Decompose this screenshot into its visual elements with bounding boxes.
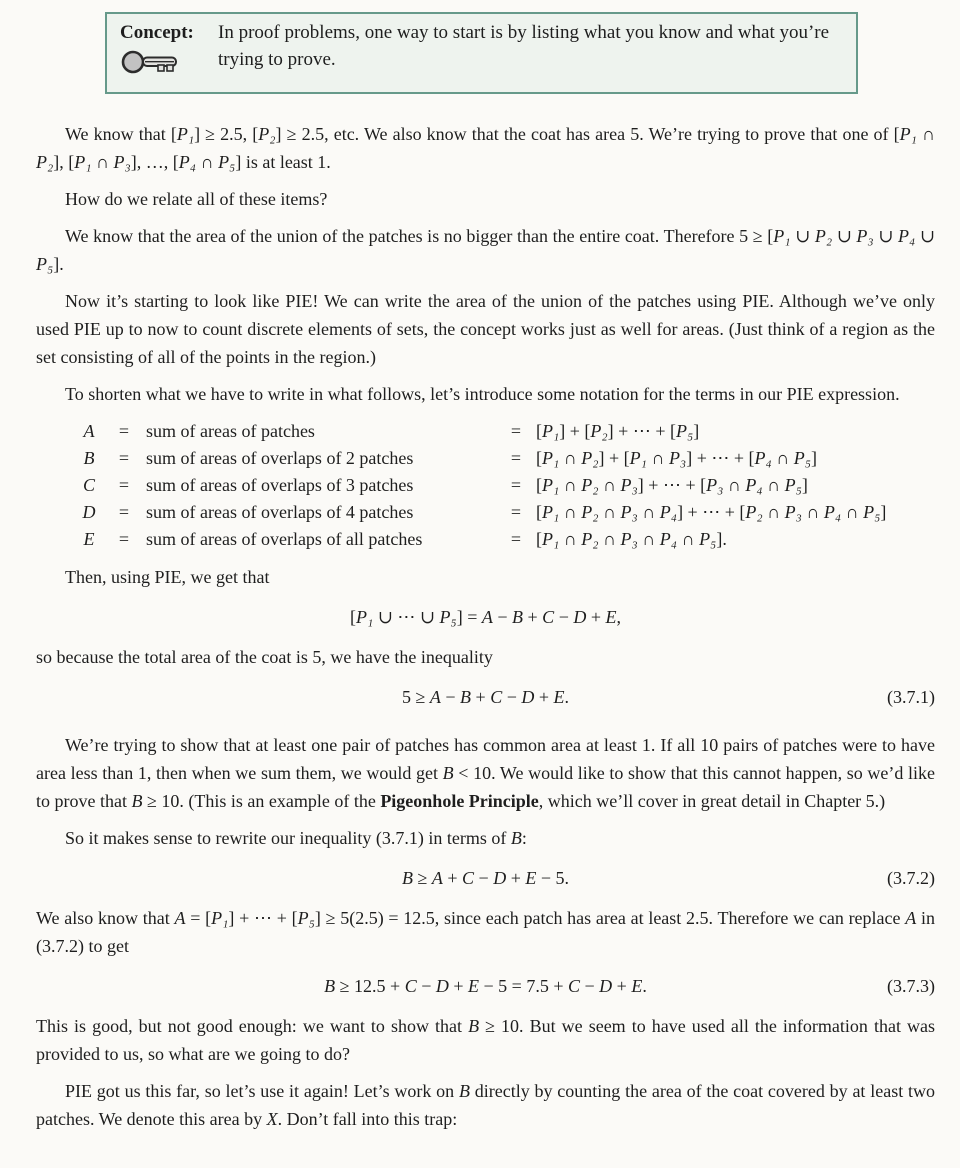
equation-body: B ≥ 12.5 + C − D + E − 5 = 7.5 + C − D + E. [324,976,647,996]
paragraph-looks-like-pie: Now it’s starting to look like PIE! We can write the area of the union of the patches using PIE. Although we’ve only used PIE up to now to count discrete elements of sets, the concept works just as well for areas. (Just think of a region as the set consisting of all of the points in the region.) [36,291,935,367]
definition-letter: C [82,475,95,495]
equation-body: B ≥ A + C − D + E − 5. [401,868,570,888]
equals-sign: = [510,502,522,522]
concept-label: Concept: [120,22,194,43]
paragraph-know-prove: We know that [P₁] ≥ 2.5, [P₂] ≥ 2.5, etc. We also know that the coat has area 5. We’re trying to prove that one of [P₁ ∩ P₂], [P₁ ∩ P₃], …, [P₄ ∩ P₅] is at least 1. [36,124,935,172]
equation-pie-union [36,603,935,631]
equals-sign: = [118,502,130,522]
equation-body: 5 ≥ A − B + C − D + E. [401,687,570,707]
definition-row-D [76,499,935,526]
paragraph-rewrite-inequality: So it makes sense to rewrite our inequality (3.7.1) in terms of B: [65,828,527,848]
paragraph-use-pie-again: PIE got us this far, so let’s use it again! Let’s work on B directly by counting the area of the coat covered by at least two patches. We denote this area by X. Don’t fall into this trap: [36,1081,935,1129]
paragraph-so-because: so because the total area of the coat is 5, we have the inequality [36,647,493,667]
definition-letter: D [82,502,96,522]
concept-box-left-column [120,19,216,85]
definition-description: sum of areas of overlaps of 2 patches [146,448,414,468]
paragraph-replace-A: We also know that A = [P₁] + ⋯ + [P₅] ≥ 5(2.5) = 12.5, since each patch has area at least 2.5. Therefore we can replace A in (3.7.2) to get [36,908,935,956]
equation-number: (3.7.3) [887,976,935,996]
equals-sign: = [510,421,522,441]
equals-sign: = [510,529,522,549]
paragraph-introduce-notation: To shorten what we have to write in what follows, let’s introduce some notation for the terms in our PIE expression. [65,384,900,404]
concept-text: In proof problems, one way to start is by listing what you know and what you’re trying to prove. [218,22,830,70]
paragraph-then-using-pie: Then, using PIE, we get that [65,567,270,587]
definition-expression: [P₁ ∩ P₂ ∩ P₃ ∩ P₄] + ⋯ + [P₂ ∩ P₃ ∩ P₄ ∩ P₅] [536,502,887,522]
equation-body: [P₁ ∪ ⋯ ∪ P₅] = A − B + C − D + E, [350,607,621,627]
definitions-table [76,418,935,553]
equals-sign: = [510,475,522,495]
paragraph-union-bound: We know that the area of the union of the patches is no bigger than the entire coat. Therefore 5 ≥ [P₁ ∪ P₂ ∪ P₃ ∪ P₄ ∪ P₅]. [36,226,935,274]
equals-sign: = [118,448,130,468]
definition-row-A [76,418,935,445]
definition-expression: [P₁ ∩ P₂ ∩ P₃ ∩ P₄ ∩ P₅]. [536,529,727,549]
definition-letter: A [83,421,95,441]
definition-row-E [76,526,935,553]
definition-description: sum of areas of patches [146,421,315,441]
key-icon [120,47,216,85]
definition-letter: E [83,529,95,549]
equation-3-7-3 [36,972,935,1000]
equals-sign: = [118,475,130,495]
equation-number: (3.7.2) [887,868,935,888]
equation-3-7-1 [36,683,935,711]
paragraph-good-not-enough: This is good, but not good enough: we want to show that B ≥ 10. But we seem to have used all the information that was provided to us, so what are we going to do? [36,1016,935,1064]
definition-expression: [P₁ ∩ P₂ ∩ P₃] + ⋯ + [P₃ ∩ P₄ ∩ P₅] [536,475,808,495]
equation-3-7-2 [36,864,935,892]
definition-description: sum of areas of overlaps of 3 patches [146,475,414,495]
equation-number: (3.7.1) [887,687,935,707]
paragraph-relate-items: How do we relate all of these items? [65,189,328,209]
definition-row-C [76,472,935,499]
definition-letter: B [83,448,95,468]
equals-sign: = [118,529,130,549]
definition-expression: [P₁] + [P₂] + ⋯ + [P₅] [536,421,700,441]
definition-description: sum of areas of overlaps of 4 patches [146,502,414,522]
equals-sign: = [510,448,522,468]
paragraph-pigeonhole: We’re trying to show that at least one pair of patches has common area at least 1. If all 10 pairs of patches were to have area less than 1, then when we sum them, we would get B < 10. We would like to show that this cannot happen, so we’d like to prove that B ≥ 10. (This is an example of the Pigeonhole Principle, which we’ll cover in great detail in Chapter 5.) [36,735,935,811]
concept-box [105,12,858,94]
definition-expression: [P₁ ∩ P₂] + [P₁ ∩ P₃] + ⋯ + [P₄ ∩ P₅] [536,448,818,468]
definition-row-B [76,445,935,472]
equals-sign: = [118,421,130,441]
definition-description: sum of areas of overlaps of all patches [146,529,423,549]
